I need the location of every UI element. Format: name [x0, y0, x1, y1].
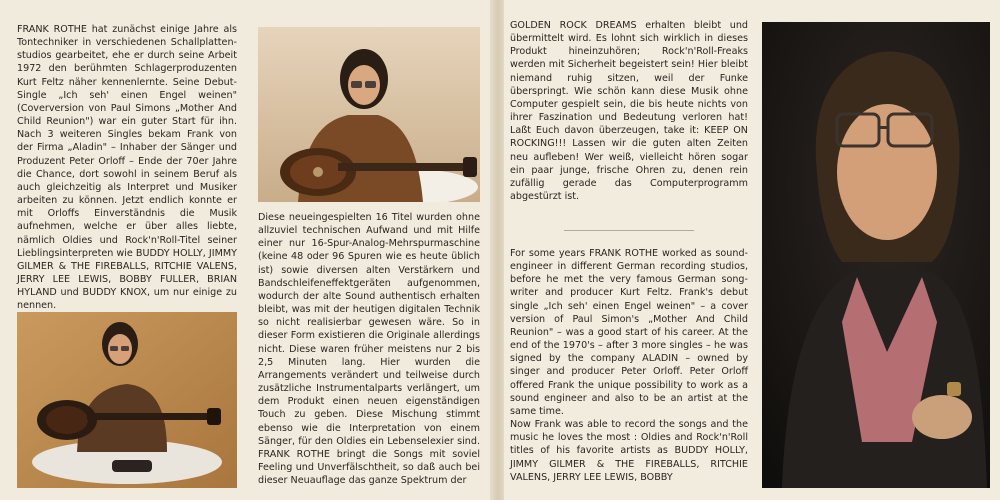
- section-divider: [564, 230, 694, 231]
- german-text-continued: GOLDEN ROCK DREAMS erhalten bleibt und übermittelt wird. Es lohnt sich wirklich in dieses Produkt hineinzuhören; Rock'n'Roll-Freaks werden mit Sicherheit begeistert sein! Hier bleibt niemand ruhig sitzen, weil der Funke überspringt. Wie schön kann diese Musik ohne Computer gespielt sein, die bis heute nichts von ihrer Faszination und Bedeutung verloren hat! Laßt Euch davon überzeugen, take it: KEEP ON ROCKING!!! Lassen wir die guten alten Zeiten neu aufleben! Wer weiß, vielleicht hören sogar ein paar junge, frische Ohren zu, denen rein zufällig gerade das Computerprogramm abgestürzt ist.: [510, 20, 748, 203]
- right-page: [504, 0, 1000, 500]
- middle-column-text: Diese neueingespielten 16 Titel wurden ohne allzuviel technischen Aufwand und mit Hilfe einer nur 16-Spur-Analog-Mehrspurmaschine (keine 48 oder 96 Spuren wie es heute üblich ist) sowie diversen alten Verstärkern und Bandschleifeneffektgeräten aufgenommen, wodurch der alte Sound authentisch erhalten bleibt, was mit der heutigen digitalen Technik so nicht realisierbar gewesen wäre. So in dieser Form existieren die Originale allerdings nicht. Diese waren früher meistens nur 2 bis 2,5 Minuten lang. Hier wurden die Arrangements verändert und teilweise durch zusätzliche Instrumentalparts verlängert, um dem Produkt einen neuen eigenständigen Touch zu geben. Diese Mischung stimmt ebenso wie die Interpretation von einem Sänger, für den Oldies ein Lebenselexier sind. FRANK ROTHE bringt die Songs mit soviel Feeling und Unverfälschtheit, so daß auch bei dieser Neuauflage das ganze Spektrum der: [258, 212, 480, 487]
- portrait-photo: [762, 22, 990, 488]
- left-page: [0, 0, 492, 500]
- photo-guitar-seated: [258, 27, 480, 202]
- english-text: For some years FRANK ROTHE worked as sound-engineer in different German recording studios, before he met the very famous German song-writer and producer Kurt Feltz. Frank's debut single „Ich seh' einen Engel weinen" – a cover version of Paul Simon's „Mother And Child Reunion" – was a good start of his career. At the end of the 1970's – after 3 more singles – he was signed by the company ALADIN – owned by singer and producer Peter Orloff. Peter Orloff offered Frank the unique possibility to work as a sound engineer and also to be an artist at the same time. Now Frank was able to record the songs and the music he loves the most : Oldies and Rock'n'Roll titles of his favorite artists as BUDDY HOLLY, JIMMY GILMER & THE FIREBALLS, RITCHIE VALENS, JERRY LEE LEWIS, BOBBY: [510, 248, 748, 483]
- photo-guitar-floor: [17, 312, 237, 488]
- left-column-text: FRANK ROTHE hat zunächst einige Jahre als Tontechniker in verschiedenen Schallplatten-studios gearbeitet, ehe er durch seine Arbeit 1972 den berühmten Schlagerproduzenten Kurt Feltz näher kennenlernte. Seine Debut-Single „Ich seh' einen Engel weinen" (Coverversion von Paul Simons „Mother And Child Reunion") war ein guter Start für ihn. Nach 3 weiteren Singles bekam Frank von der Firma „Aladin" – Inhaber der Sänger und Produzent Peter Orloff – Ende der 70er Jahre die Chance, dort sowohl in seinem Beruf als auch gleichzeitig als Interpret und Musiker arbeiten zu können. Jetzt endlich konnte er mit Orloffs Einverständnis die Musik aufnehmen, welche er über alles liebte, nämlich Oldies und Rock'n'Roll-Titel seiner Lieblingsinterpreten wie BUDDY HOLLY, JIMMY GILMER & THE FIREBALLS, RITCHIE VALENS, JERRY LEE LEWIS, BOBBY FULLER, BRIAN HYLAND und BUDDY KNOX, um nur einige zu nennen.: [17, 24, 237, 312]
